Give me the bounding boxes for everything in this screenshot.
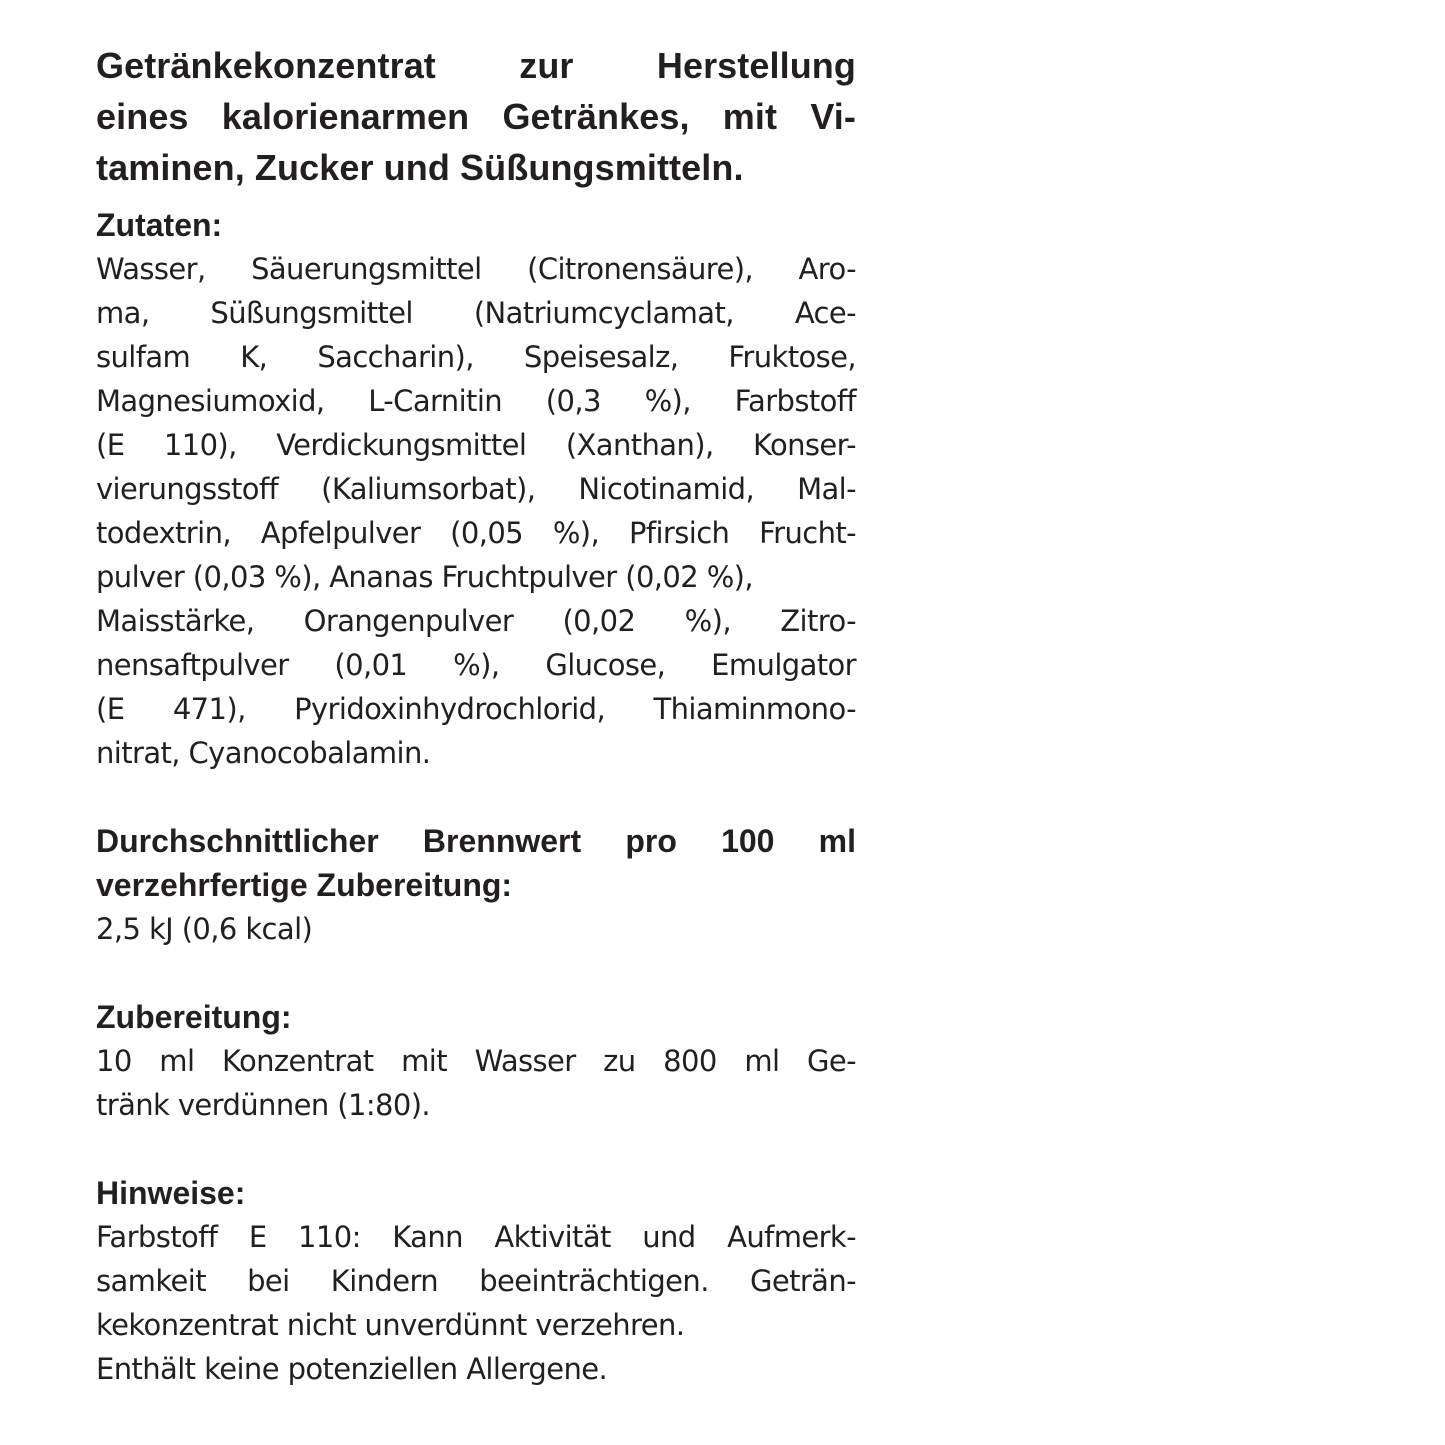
ingredients-line: Wasser, Säuerungsmittel (Citronensäure), Aro- (96, 252, 856, 286)
ingredients-line: (E 110), Verdickungsmittel (Xanthan), Konser- (96, 428, 856, 462)
ingredients-line: (E 471), Pyridoxinhydrochlorid, Thiaminmono- (96, 692, 856, 726)
notes-line: samkeit bei Kindern beeinträchtigen. Geträn- (96, 1264, 856, 1298)
energy-value (96, 907, 856, 951)
preparation-heading: Zubereitung: (96, 999, 292, 1035)
ingredients-text (96, 247, 856, 775)
preparation-text (96, 1039, 856, 1127)
ingredients-line: Magnesiumoxid, L-Carnitin (0,3 %), Farbstoff (96, 384, 856, 418)
ingredients-line: nensaftpulver (0,01 %), Glucose, Emulgator (96, 648, 856, 682)
ingredients-heading: Zutaten: (96, 207, 223, 243)
ingredients-line: ma, Süßungsmittel (Natriumcyclamat, Ace- (96, 296, 856, 330)
notes-line: Farbstoff E 110: Kann Aktivität und Aufmerk- (96, 1220, 856, 1254)
title-line: taminen, Zucker und Süßungsmitteln. (96, 147, 744, 188)
energy-value-line: 2,5 kJ (0,6 kcal) (96, 912, 313, 946)
notes-section (96, 1171, 856, 1391)
notes-heading: Hinweise: (96, 1175, 246, 1211)
notes-line: kekonzentrat nicht unverdünnt verzehren. (96, 1308, 685, 1342)
ingredients-line: sulfam K, Saccharin), Speisesalz, Fruktose, (96, 340, 856, 374)
energy-heading-line: Durchschnittlicher Brennwert pro 100 ml (96, 823, 856, 859)
ingredients-line: vierungsstoff (Kaliumsorbat), Nicotinamid, Mal- (96, 472, 856, 506)
ingredients-section (96, 203, 856, 775)
ingredients-line: todextrin, Apfelpulver (0,05 %), Pfirsich Frucht- (96, 516, 856, 550)
product-title (96, 40, 856, 193)
energy-section (96, 819, 856, 951)
ingredients-line: nitrat, Cyanocobalamin. (96, 736, 431, 770)
ingredients-line: pulver (0,03 %), Ananas Fruchtpulver (0,02 %), (96, 560, 754, 594)
title-line: eines kalorienarmen Getränkes, mit Vi- (96, 96, 856, 137)
spacer (96, 775, 856, 819)
spacer (96, 1127, 856, 1171)
preparation-line: 10 ml Konzentrat mit Wasser zu 800 ml Ge- (96, 1044, 856, 1078)
notes-text (96, 1215, 856, 1391)
preparation-line: tränk verdünnen (1:80). (96, 1088, 431, 1122)
energy-heading (96, 819, 856, 907)
product-label (96, 40, 856, 1391)
title-line: Getränkekonzentrat zur Herstellung (96, 45, 856, 86)
energy-heading-line: verzehrfertige Zubereitung: (96, 867, 513, 903)
notes-line: Enthält keine potenziellen Allergene. (96, 1352, 608, 1386)
preparation-section (96, 995, 856, 1127)
spacer (96, 951, 856, 995)
ingredients-line: Maisstärke, Orangenpulver (0,02 %), Zitro- (96, 604, 856, 638)
